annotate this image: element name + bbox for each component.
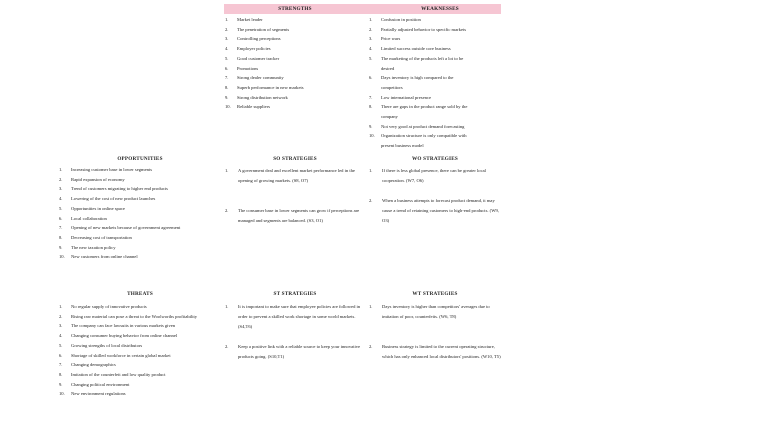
item-number: 3. [59,323,63,329]
strengths-item [225,25,363,35]
item-number: 6. [59,352,63,358]
item-text: Limited success outside core business [381,46,451,52]
threats-item [59,360,225,370]
item-number: 4. [369,46,373,52]
wt-strategy-item [369,302,505,322]
item-number: 8. [225,84,229,90]
item-number [369,83,381,93]
item-text: There are gaps in the product range sold by the [381,104,468,110]
item-number: 1. [369,168,373,173]
item-text: New customers from online channel [71,254,138,260]
item-number: 7. [59,362,63,368]
weaknesses-item [369,34,505,44]
strengths-item [225,15,363,25]
weaknesses-heading: WEAKNESSES [421,6,459,12]
item-text: Increasing customer base in lower segments [71,167,153,172]
item-number: 1. [225,17,229,22]
opportunities-item [59,175,224,185]
threats-item [59,321,225,331]
strengths-item [225,44,363,54]
so-strategies-heading: SO STRATEGIES [273,156,317,162]
threats-item [59,341,225,351]
weaknesses-list [369,15,505,151]
item-text: The penetration of segments [237,26,290,32]
item-text: company [381,114,398,120]
item-text: Not very good at product demand forecasting [381,123,465,129]
item-text: Imitation of the counterfeit and low quality product [71,371,166,377]
item-text: Days inventory is high compared to the [381,75,454,81]
item-text: Keep a positive link with a reliable source to keep your innovative products going. (S10,T1) [238,344,361,359]
opportunities-list [59,165,224,262]
item-number: 2. [225,344,229,349]
strengths-item [225,93,363,103]
wo-strategy-item [369,166,505,186]
opportunities-item [59,165,224,175]
item-number [369,64,381,74]
item-number: 9. [59,244,63,250]
item-number: 10. [59,391,65,397]
item-text: The consumer base in lower segments can grow if perceptions are managed and segments are balanced. (S3, O1) [238,208,360,223]
item-number: 5. [369,55,373,61]
item-number: 8. [59,371,63,377]
item-number: 10. [59,254,65,260]
item-number: 4. [59,196,63,202]
item-text: Controlling perceptions [237,36,281,42]
weaknesses-item [369,131,505,141]
item-text: Promotions [237,65,259,71]
item-number: 4. [59,333,63,339]
strengths-item [225,34,363,44]
item-text: The marketing of the products left a lot to be [381,55,464,61]
item-text: Organization structure is only compatible with [381,133,467,139]
item-number: 2. [59,313,63,319]
opportunities-item [59,243,224,253]
opportunities-item [59,204,224,214]
weaknesses-item [369,73,505,83]
weaknesses-item [369,122,505,132]
threats-item [59,351,225,361]
item-text: Employer policies [237,46,271,52]
item-number: 1. [225,168,229,173]
item-number: 1. [225,304,229,309]
item-text: Partially adjusted behavior to specific markets [381,26,467,32]
threats-item [59,302,225,312]
opportunities-item [59,184,224,194]
threats-heading: THREATS [127,291,153,297]
weaknesses-item [369,54,505,64]
item-number [369,141,381,151]
opportunities-item [59,194,224,204]
so-strategy-item [225,206,365,226]
strengths-item [225,83,363,93]
item-text: A government deal and excellent market performance led in the opening of growing markets. (S8, O7) [238,168,355,183]
item-text: competitors [381,84,403,90]
item-number: 6. [225,65,229,71]
item-number: 8. [59,234,63,240]
item-text: Lowering of the cost of new product launches [71,196,156,202]
item-number: 1. [59,304,63,309]
item-number: 9. [369,123,373,129]
item-number: 7. [225,75,229,81]
item-number: 4. [225,46,229,52]
item-text: Growing strengths of local distributors [71,342,143,348]
wo-strategies-heading: WO STRATEGIES [412,156,458,162]
item-text: Changing consumer buying behavior from online channel [71,333,178,339]
weaknesses-item [369,64,505,74]
item-text: Days inventory is higher than competitors' averages due to imitation of poor, counterfeits. (W6, T8) [382,304,490,319]
opportunities-heading: OPPORTUNITIES [117,156,163,162]
st-strategies-heading: ST STRATEGIES [273,291,317,297]
threats-item [59,312,225,322]
item-number: 3. [225,36,229,42]
item-number: 2. [225,208,229,213]
item-number: 1. [369,304,373,309]
opportunities-item [59,214,224,224]
weaknesses-item [369,83,505,93]
threats-item [59,389,225,399]
item-text: It is important to make sure that employee policies are followed in order to prevent a skilled work shortage in some world markets. (S4,T6) [238,304,361,329]
weaknesses-item [369,15,505,25]
weaknesses-item [369,93,505,103]
item-text: The new taxation policy [71,244,116,250]
item-text: Changing demographics [71,362,116,368]
opportunities-item [59,223,224,233]
weaknesses-item [369,25,505,35]
item-number: 10. [225,104,231,110]
item-number: 7. [59,225,63,231]
item-text: No regular supply of innovative products [71,304,147,309]
so-strategy-item [225,166,365,186]
item-text: Low international presence [381,94,431,100]
wt-strategy-item [369,342,505,362]
item-text: Confusion in position [381,17,421,22]
strengths-item [225,102,363,112]
item-text: Opportunities in online space [71,205,125,211]
item-number [369,112,381,122]
item-text: Rapid expansion of economy [71,176,125,182]
item-text: New environment regulations [71,391,126,397]
item-number: 5. [59,342,63,348]
item-text: Changing political environment [71,381,130,387]
item-text: Business strategy is limited to the current operating structure, which has only enhanced local distributors' positions. (W10, T5) [382,344,501,359]
item-text: Decreasing cost of transportation [71,234,132,240]
item-number: 3. [369,36,373,42]
item-number: 5. [225,55,229,61]
strengths-list [225,15,363,112]
item-number: 3. [59,186,63,192]
weaknesses-item [369,102,505,112]
item-number: 7. [369,94,373,100]
item-text: Shortage of skilled workforce in certain global market [71,352,171,358]
item-number: 2. [225,26,229,32]
strengths-item [225,73,363,83]
wt-strategies-heading: WT STRATEGIES [412,291,458,297]
item-text: Strong distribution network [237,94,288,100]
item-text: The company can face lawsuits in various markets given [71,323,176,329]
item-number: 10. [369,133,375,139]
item-text: Rising raw material can pose a threat to the Woolworths profitability [71,313,198,319]
item-number: 1. [59,167,63,172]
item-text: Price wars [381,36,401,42]
item-number: 8. [369,104,373,110]
weaknesses-item [369,112,505,122]
item-number: 6. [59,215,63,221]
item-text: Reliable suppliers [237,104,271,110]
threats-item [59,331,225,341]
item-text: Superb performance in new markets [237,84,304,90]
opportunities-item [59,233,224,243]
item-text: present business model [381,143,424,149]
wo-strategy-item [369,196,505,226]
item-text: Strong dealer community [237,75,284,81]
item-text: Local collaboration [71,215,107,221]
item-text: Market leader [237,17,263,22]
item-number: 6. [369,75,373,81]
item-text: desired [381,65,395,71]
item-number: 2. [59,176,63,182]
st-strategy-item [225,342,365,362]
item-text: Good customer tracker [237,55,280,61]
item-text: If there is less global presence, there can be greater local cooperation. (W7, O6) [382,168,486,183]
st-strategy-item [225,302,365,332]
item-number: 9. [225,94,229,100]
strengths-heading: STRENGTHS [278,6,312,12]
item-number: 5. [59,205,63,211]
item-number: 2. [369,26,373,32]
item-text: When a business attempts to forecast product demand, it may cause a trend of retaining customers to high-end products. (W9, O3) [382,198,499,223]
item-number: 2. [369,198,373,203]
item-text: Opening of new markets because of government agreement [71,225,181,231]
threats-list [59,302,225,399]
strengths-item [225,54,363,64]
item-text: Trend of customers migrating to higher end products [71,186,168,192]
strengths-item [225,64,363,74]
threats-item [59,380,225,390]
weaknesses-item [369,44,505,54]
item-number: 9. [59,381,63,387]
threats-item [59,370,225,380]
item-number: 1. [369,17,373,22]
opportunities-item [59,252,224,262]
weaknesses-item [369,141,505,151]
item-number: 2. [369,344,373,349]
